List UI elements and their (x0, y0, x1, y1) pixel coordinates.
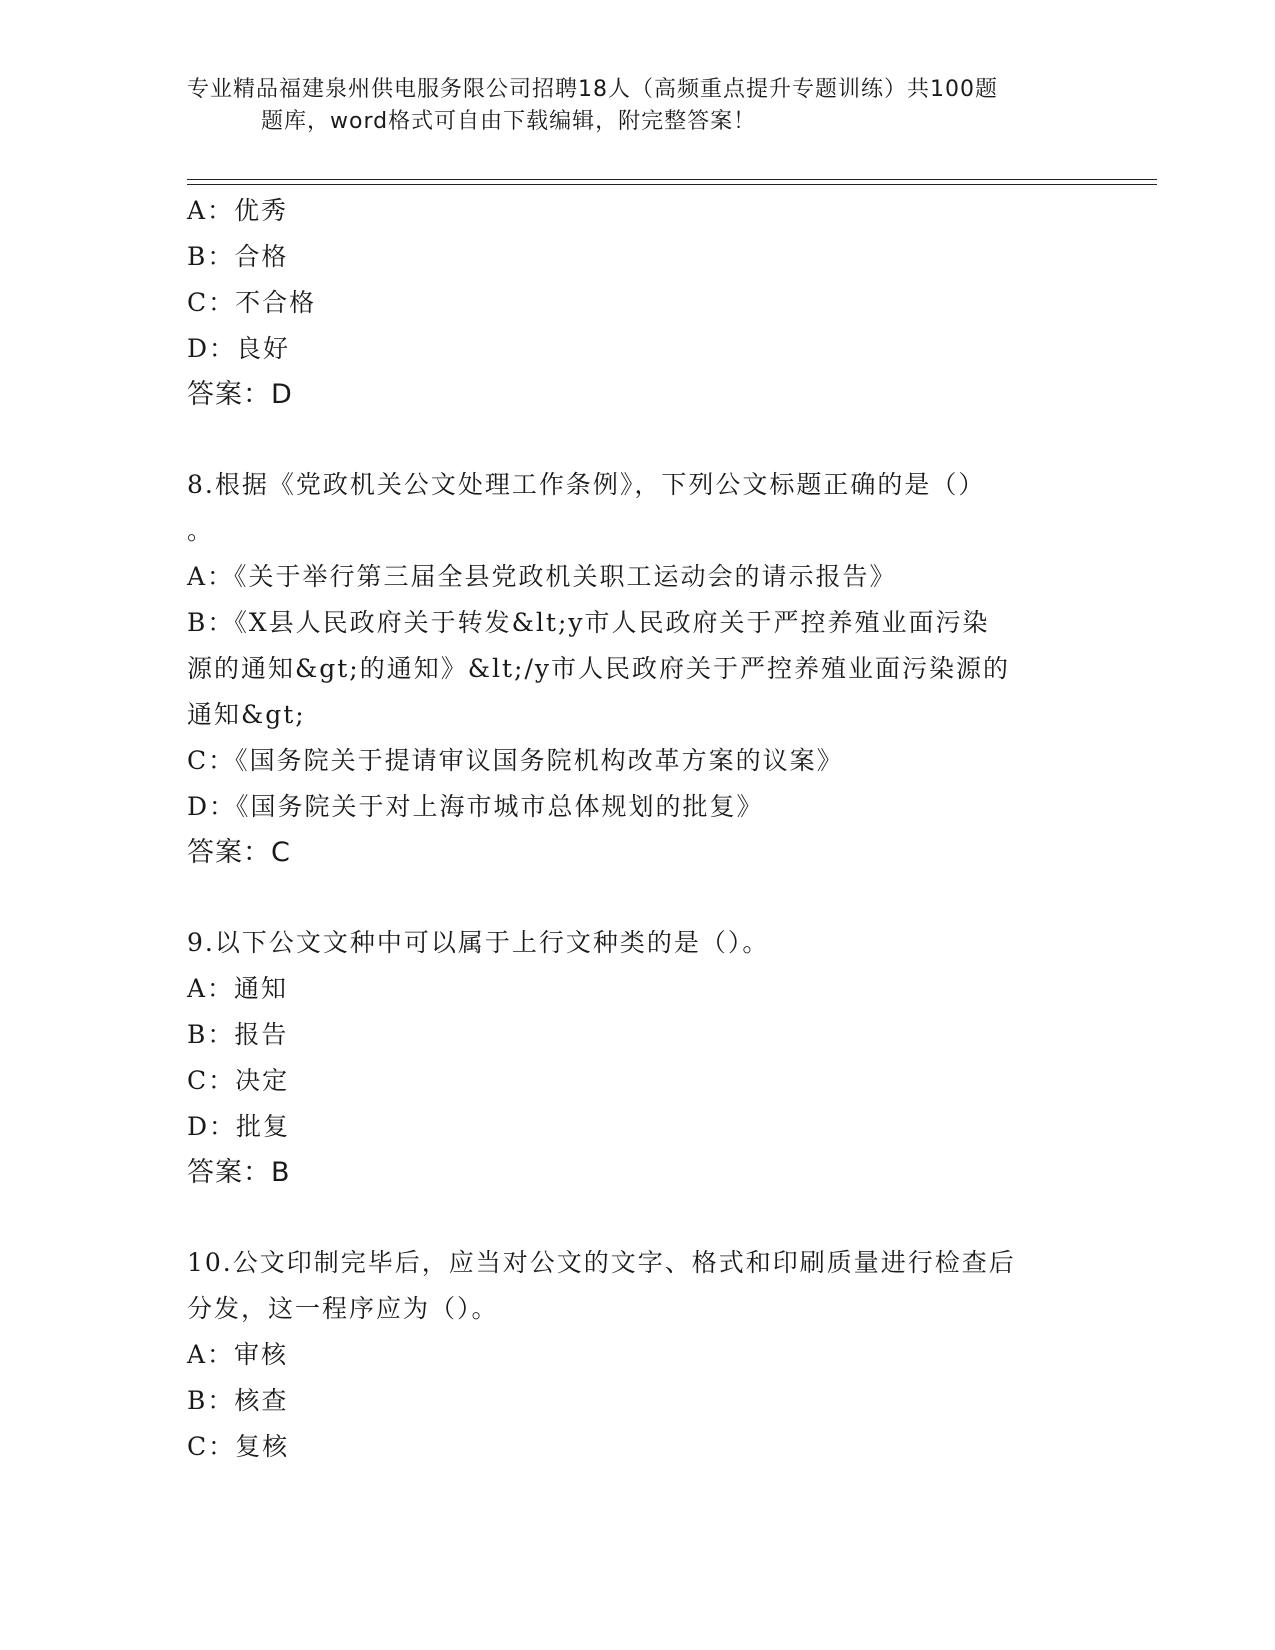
header-rule-top (187, 179, 1157, 180)
q9-stem: 9.以下公文文种中可以属于上行文种类的是（）。 (187, 928, 770, 957)
q7-option-b: B：合格 (187, 242, 289, 271)
q8-stem-line-2: 。 (187, 516, 215, 545)
q7-option-c: C：不合格 (187, 288, 317, 317)
spacer (187, 418, 1087, 462)
q8-option-b-line-1: B：《X县人民政府关于转发&lt;y市人民政府关于严控养殖业面污染 (187, 608, 990, 637)
question-8-block (187, 462, 1087, 876)
question-10-block (187, 1240, 1087, 1470)
q7-option-a: A：优秀 (187, 196, 289, 225)
spacer (187, 1196, 1087, 1240)
q7-answer: 答案：D (187, 379, 293, 410)
q8-option-d: D：《国务院关于对上海市城市总体规划的批复》 (187, 792, 764, 821)
q9-option-c: C：决定 (187, 1066, 290, 1095)
q9-option-a: A：通知 (187, 974, 289, 1003)
question-9-block (187, 920, 1087, 1196)
spacer (187, 876, 1087, 920)
q9-option-b: B：报告 (187, 1020, 289, 1049)
q10-option-b: B：核查 (187, 1386, 289, 1415)
q10-option-c: C：复核 (187, 1432, 290, 1461)
q8-answer: 答案：C (187, 837, 291, 868)
q8-option-c: C：《国务院关于提请审议国务院机构改革方案的议案》 (187, 746, 844, 775)
q10-option-a: A：审核 (187, 1340, 289, 1369)
header-title-line-2: 题库，word格式可自由下载编辑，附完整答案！ (261, 109, 757, 134)
q9-answer: 答案：B (187, 1157, 291, 1188)
q10-stem-line-2: 分发，这一程序应为（）。 (187, 1294, 499, 1323)
document-body (187, 188, 1087, 1470)
q9-option-d: D：批复 (187, 1112, 291, 1141)
header-title-line-1: 专业精品福建泉州供电服务限公司招聘18人（高频重点提升专题训练）共100题 (187, 77, 998, 102)
header-rule-bottom (187, 184, 1157, 185)
q8-option-b-line-3: 通知&gt; (187, 700, 306, 729)
document-header (187, 74, 1087, 138)
q7-option-d: D：良好 (187, 334, 291, 363)
question-7-block (187, 188, 1087, 418)
q10-stem-line-1: 10.公文印制完毕后，应当对公文的文字、格式和印刷质量进行检查后 (187, 1248, 1016, 1277)
q8-option-a: A：《关于举行第三届全县党政机关职工运动会的请示报告》 (187, 562, 897, 591)
q8-option-b-line-2: 源的通知&gt;的通知》&lt;/y市人民政府关于严控养殖业面污染源的 (187, 654, 1010, 683)
q8-stem-line-1: 8.根据《党政机关公文处理工作条例》，下列公文标题正确的是（） (187, 470, 986, 499)
